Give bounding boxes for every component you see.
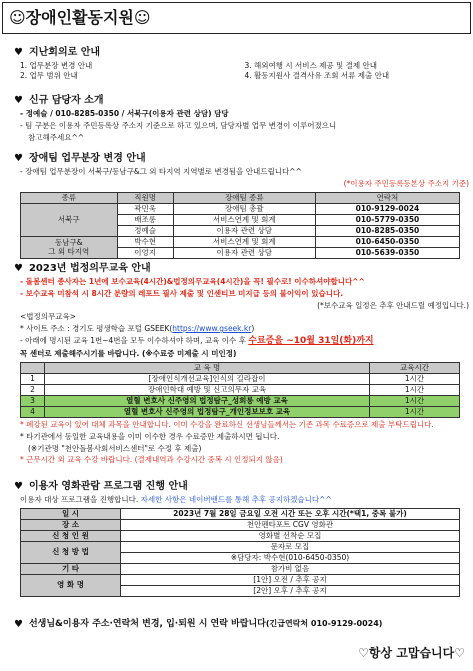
table-cell: 정예슬 bbox=[117, 225, 173, 236]
table-row bbox=[21, 385, 460, 396]
text-line: - 팀 구분은 이용자 주민등록상 주소지 기준으로 하고 있으며, 담당자별 업무 변경이 이루어졌으니 bbox=[20, 120, 337, 130]
section-heading: 지난회의로 안내 bbox=[28, 47, 101, 58]
table-cell: 1 bbox=[21, 374, 45, 385]
table-header: 직원명 bbox=[117, 192, 173, 203]
table-row bbox=[21, 541, 460, 552]
heart-icon: ♥ bbox=[14, 95, 23, 106]
table-cell: 1시간 bbox=[370, 385, 460, 396]
section-heading: 2023년 법정의무교육 안내 bbox=[28, 263, 151, 274]
table-cell: [2안] 오후 / 추후 공지 bbox=[121, 585, 460, 596]
table-cell: 동남구& 그 외 타지역 bbox=[21, 236, 118, 258]
note: * 근무시간 외 교육 수강 바랍니다. (결제내역과 수강시간 중복 시 인정되지 않음) bbox=[20, 455, 283, 465]
table-cell: 010-5779-0350 bbox=[315, 214, 459, 225]
table-cell: 영화별 선착순 모집 bbox=[121, 530, 460, 541]
text-line: 이용자 대상 프로그램을 진행합니다. bbox=[20, 495, 139, 504]
table-row bbox=[21, 563, 460, 574]
table-row bbox=[21, 508, 460, 519]
table-row bbox=[21, 203, 460, 214]
section-heading: 장애팀 업무분장 변경 안내 bbox=[28, 153, 146, 164]
emergency-contact: (긴급연락처 010-9129-0024) bbox=[265, 618, 383, 628]
text-line: 꼭 센터로 제출해주시기를 바랍니다. (※수료증 미제출 시 미인정) bbox=[20, 349, 237, 359]
table-cell: 장 소 bbox=[21, 519, 121, 530]
table-cell: 이용자 관련 상담 bbox=[173, 225, 315, 236]
section-heading: 신규 담당자 소개 bbox=[28, 95, 104, 106]
meeting-list bbox=[20, 61, 469, 81]
table-row bbox=[21, 407, 460, 418]
table-row bbox=[21, 574, 460, 585]
table-cell: [장애인식개선교육]인식의 길라잡이 bbox=[45, 374, 370, 385]
text-line: - 정예슬 / 010-8285-0350 / 서북구(이용자 관련 상담) 담당 bbox=[20, 109, 229, 118]
section-heading: 이용자 영화관람 프로그램 진행 안내 bbox=[28, 481, 188, 492]
gseek-link[interactable]: https://www.gseek.kr bbox=[172, 324, 252, 333]
table-cell: 010-8285-0350 bbox=[315, 225, 459, 236]
section-meeting bbox=[14, 46, 469, 81]
heart-icon: ♥ bbox=[14, 481, 23, 492]
table-cell: 장애팀 총괄 bbox=[173, 203, 315, 214]
table-cell: 010-9129-0024 bbox=[315, 203, 459, 214]
table-cell: 이엉지 bbox=[117, 247, 173, 258]
education-table bbox=[20, 362, 460, 418]
table-cell: 영 화 명 bbox=[21, 574, 121, 596]
heart-icon: ♥ bbox=[14, 263, 23, 274]
text-line: (*보수교육 일정은 추후 안내드릴 예정입니다.) bbox=[317, 300, 469, 310]
table-cell: 신 청 인 원 bbox=[21, 530, 121, 541]
note: (※기관명 "천안돌봄사회서비스센터"로 수정 후 제출) bbox=[28, 443, 202, 453]
movie-table bbox=[20, 508, 460, 597]
table-header: 장애팀 종류 bbox=[173, 192, 315, 203]
table-cell: 문자로 모집 bbox=[121, 541, 460, 552]
text-line: - 돌봄센터 종사자는 1년에 보수교육(4시간)&법정의무교육(4시간)을 꼭! 필수로! 이수하셔야합니다^^ bbox=[20, 277, 365, 286]
table-cell: 010-6450-0350 bbox=[315, 236, 459, 247]
table-row bbox=[21, 396, 460, 407]
list-item: 2. 업무 범위 안내 bbox=[20, 70, 78, 80]
table-cell: [1안] 오전 / 추후 공지 bbox=[121, 574, 460, 585]
table-cell: 1시간 bbox=[370, 374, 460, 385]
note: * 폐강된 교육이 있어 대체 과목을 안내합니다. 이미 수강을 완료하신 선생님들께서는 기존 과목 수료증으로 제출 부탁드립니다. bbox=[20, 420, 434, 430]
heart-icon: ♥ bbox=[14, 47, 23, 58]
table-cell: 서북구 bbox=[21, 203, 118, 236]
list-item: 1. 업무분장 변경 안내 bbox=[20, 61, 93, 70]
table-cell: 2 bbox=[21, 385, 45, 396]
heart-icon: ♥ bbox=[14, 619, 23, 630]
table-header: 교 육 명 bbox=[45, 363, 370, 374]
table-cell: 1시간 bbox=[370, 396, 460, 407]
section-movie bbox=[14, 480, 469, 597]
table-row bbox=[21, 530, 460, 541]
contact-text: 선생님&이용자 주소·연락처 변경, 입·퇴원 시 연락 바랍니다 bbox=[28, 618, 266, 629]
list-item: 4. 활동지원사 결격사유 조회 서류 제출 안내 bbox=[244, 70, 390, 80]
heart-icon: ♥ bbox=[14, 153, 23, 164]
table-cell: 장애인학대 예방 및 신고의무자 교육 bbox=[45, 385, 370, 396]
table-cell: ※담당자: 박수현(010-6450-0350) bbox=[121, 552, 460, 563]
section-contact bbox=[14, 618, 469, 631]
table-header: 연락처 bbox=[315, 192, 459, 203]
section-team-change bbox=[14, 152, 469, 259]
table-cell: 기 타 bbox=[21, 563, 121, 574]
section-new-staff bbox=[14, 94, 469, 142]
table-cell: 곽민욱 bbox=[117, 203, 173, 214]
table-row bbox=[21, 519, 460, 530]
table-cell: 천안펜타포트 CGV 영화관 bbox=[121, 519, 460, 530]
text-line: - 아래에 명시된 교육 1번~4번을 모두 이수하셔야 하며, 교육 이수 후 bbox=[20, 335, 246, 345]
note: (*이용자 주민등록등본상 주소지 기준) bbox=[343, 178, 469, 188]
table-cell: 박수현 bbox=[117, 236, 173, 247]
team-table bbox=[20, 192, 460, 259]
text-line: * 사이트 주소 : 경기도 평생학습 포털 GSEEK( bbox=[20, 324, 173, 333]
text-line: - 장애팀 업무분장이 서북구/동남구&그 외 타지역 지역별로 변경됨을 안내드립니다^^ bbox=[20, 167, 302, 176]
table-cell: 참가비 없음 bbox=[121, 563, 460, 574]
page-title-box bbox=[2, 2, 471, 34]
table-row bbox=[21, 236, 460, 247]
table-header: 종류 bbox=[21, 192, 118, 203]
table-cell: 3 bbox=[21, 396, 45, 407]
table-cell: 일 시 bbox=[21, 508, 121, 519]
deadline: 수료증을 ~10월 31일(화)까지 bbox=[248, 335, 374, 346]
table-header bbox=[21, 363, 45, 374]
text-line: <법정의무교육> bbox=[20, 312, 77, 322]
table-cell: 010-5639-0350 bbox=[315, 247, 459, 258]
table-cell: 신 청 방 법 bbox=[21, 541, 121, 563]
table-cell: 서비스연계 및 회계 bbox=[173, 236, 315, 247]
table-cell: 4 bbox=[21, 407, 45, 418]
table-cell: 열혈 변호사 신주영의 법정탐구_개인정보보호 교육 bbox=[45, 407, 370, 418]
footer-thanks: ♡항상 고맙습니다♡ bbox=[358, 646, 465, 660]
note: * 타기관에서 동일한 교육내용을 이미 이수한 경우 수료증만 제출하시면 됩니다. bbox=[20, 431, 280, 441]
table-cell: 2023년 7월 28일 금요일 오전 시간 또는 오후 시간(*택1, 중복 불가) bbox=[121, 508, 460, 519]
table-cell: 이용자 관련 상담 bbox=[173, 247, 315, 258]
table-row bbox=[21, 374, 460, 385]
text-line: - 보수교육 미참석 시 8시간 분량의 레포트 필사 제출 및 인센티브 미지급 등의 불이익이 있습니다. bbox=[20, 288, 344, 298]
list-item: 3. 해외여행 시 서비스 제공 및 결제 안내 bbox=[244, 61, 378, 70]
text-line: 자세한 사항은 네이버밴드를 통해 추후 공지하겠습니다^^ bbox=[140, 495, 332, 504]
table-cell: 배조롱 bbox=[117, 214, 173, 225]
page-title: ☺장애인활동지원☺ bbox=[9, 7, 151, 27]
section-education: ♥ 2023년 법정의무교육 안내 - 돌봄센터 종사자는 1년에 보수교육(4시간)&법정의무교육(4시간)을 꼭! 필수로! 이수하셔야합니다^^ - 보수교육 미참석 시 8시간 분량의 레포트 필사 제출 및 인센티브 미지급 등의 불이익이 있습니다. (*보수교육 일정은 추후 안내드릴 예정입니다.) <법정의무교육> * 사이트 주소 : 경기도 평생학습 포털 GSEEK(https://www.gseek.kr) - 아래에 명시된 교육 1번~4번을 모두 이수하셔야 하며, 교육 이수 후 수료증을 ~10월 31일(화)까지 꼭 센터로 제출해주시기를 바랍니다. (※수료증 미제출 시 미인정) 교 육 명 교육시간 1 [장애인식개선교육]인식의 길라잡이 1시간 2 장애인학대 예방 및 신고의무자 교육 1시간 3 열혈 변호사 신주영의 법정탐구_성희롱 예방 교육 1시간 4 열혈 변호사 신주영의 법정탐구_개인정보보호 교육 1시간 * 폐강된 교육이 있어 대체 과목을 안내합니다. 이미 수강을 완료하신 선생님들께서는 기존 과목 수료증으로 제출 부탁드립니다. * 타기관에서 동일한 교육내용을 이미 이수한 경우 수료증만 제출하시면 됩니다. (※기관명 "천안돌봄사회서비스센터"로 수정 후 제출) * 근무시간 외 교육 수강 바랍니다. (결제내역과 수강시간 중복 시 인정되지 않음) bbox=[14, 263, 469, 465]
table-cell: 열혈 변호사 신주영의 법정탐구_성희롱 예방 교육 bbox=[45, 396, 370, 407]
text-line: 참고해주세요^^ bbox=[28, 132, 85, 142]
table-cell: 서비스연계 및 회계 bbox=[173, 214, 315, 225]
table-header: 교육시간 bbox=[370, 363, 460, 374]
table-cell: 1시간 bbox=[370, 407, 460, 418]
